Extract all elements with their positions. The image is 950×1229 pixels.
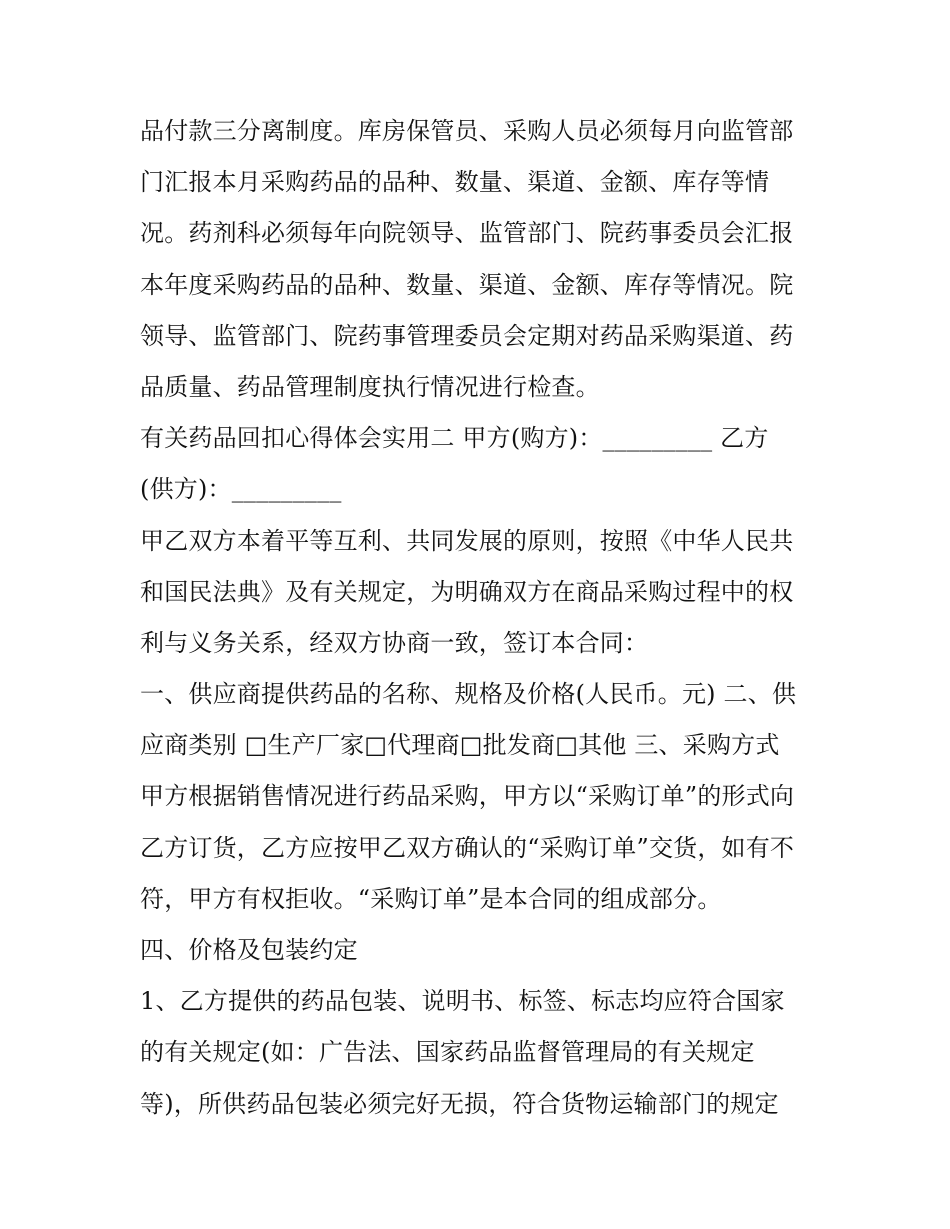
text-line: 况。药剂科必须每年向院领导、监管部门、院药事委员会汇报	[140, 219, 794, 248]
text-line: 有关药品回扣心得体会实用二 甲方(购方)：_________ 乙方	[140, 424, 769, 453]
text-line: 品付款三分离制度。库房保管员、采购人员必须每月向监管部	[140, 117, 794, 145]
text-line: 四、价格及包装约定	[140, 936, 358, 964]
text-line: 品质量、药品管理制度执行情况进行检查。	[140, 372, 600, 401]
text-line: 应商类别 □生产厂家□代理商□批发商□其他 三、采购方式	[140, 731, 780, 760]
text-line: 等)，所供药品包装必须完好无损，符合货物运输部门的规定	[140, 1089, 779, 1118]
text-line: 门汇报本月采购药品的品种、数量、渠道、金额、库存等情	[140, 168, 770, 197]
text-line: 乙方订货，乙方应按甲乙双方确认的“采购订单”交货，如有不	[140, 833, 795, 862]
text-line: 甲乙双方本着平等互利、共同发展的原则，按照《中华人民共	[140, 526, 794, 555]
text-line: 一、供应商提供药品的名称、规格及价格(人民币。元) 二、供	[140, 680, 797, 709]
text-line: (供方)：_________	[140, 475, 342, 504]
text-line: 本年度采购药品的品种、数量、渠道、金额、库存等情况。院	[140, 270, 794, 299]
text-line: 领导、监管部门、院药事管理委员会定期对药品采购渠道、药	[140, 321, 794, 350]
text-line: 1、乙方提供的药品包装、说明书、标签、标志均应符合国家	[140, 987, 785, 1016]
document-body	[140, 106, 820, 1130]
text-line: 的有关规定(如：广告法、国家药品监督管理局的有关规定	[140, 1038, 755, 1067]
text-line: 符，甲方有权拒收。“采购订单”是本合同的组成部分。	[140, 884, 722, 913]
text-line: 利与义务关系，经双方协商一致，签订本合同：	[140, 628, 649, 657]
text-line: 甲方根据销售情况进行药品采购，甲方以“采购订单”的形式向	[140, 782, 795, 811]
text-line: 和国民法典》及有关规定，为明确双方在商品采购过程中的权	[140, 577, 794, 606]
